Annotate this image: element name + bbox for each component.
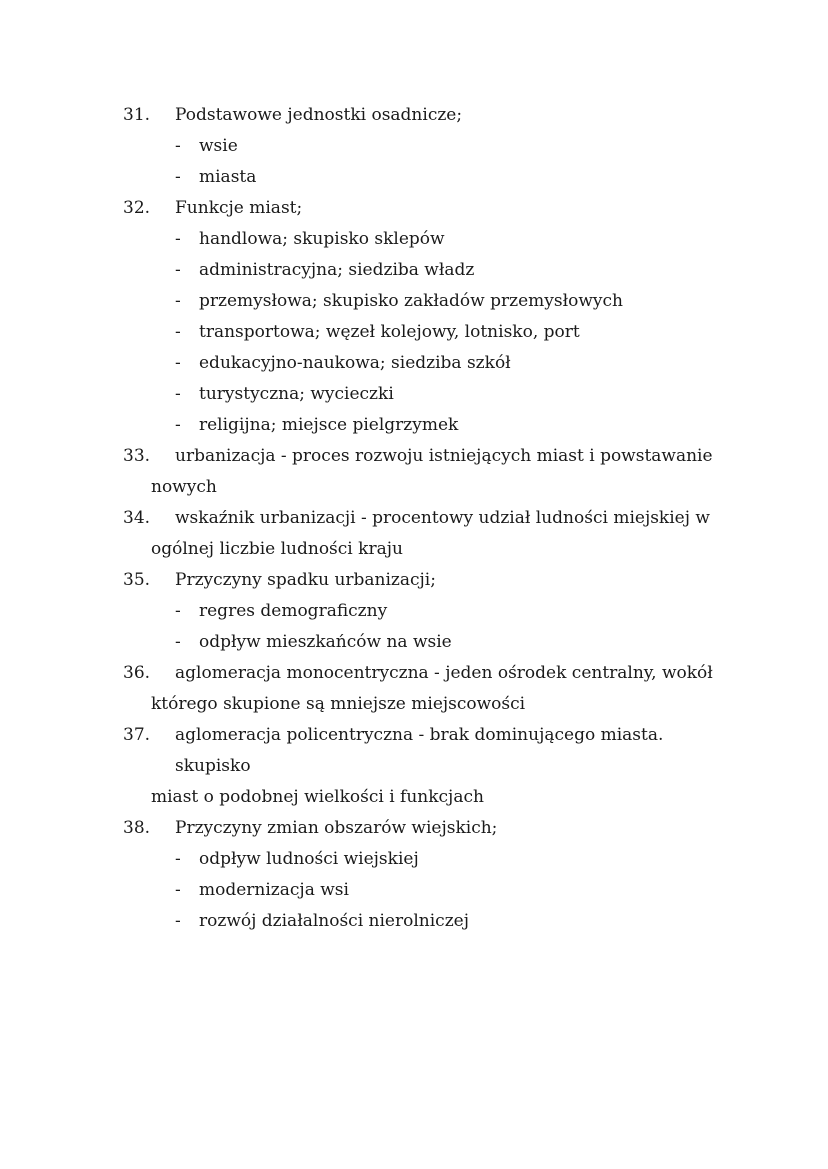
- list-item: [123, 813, 723, 937]
- item-text: urbanizacja - proces rozwoju istniejących miast i powstawanie: [175, 446, 713, 466]
- item-text: Przyczyny spadku urbanizacji;: [175, 570, 436, 590]
- sub-item-text: administracyjna; siedziba władz: [199, 260, 475, 280]
- list-item: [123, 720, 723, 813]
- sub-item-text: transportowa; węzeł kolejowy, lotnisko, port: [199, 322, 580, 342]
- dash-bullet: -: [175, 632, 181, 652]
- dash-bullet: -: [175, 849, 181, 869]
- sub-item-text: odpływ ludności wiejskiej: [199, 849, 419, 869]
- item-text: aglomeracja monocentryczna - jeden ośrodek centralny, wokół: [175, 663, 713, 683]
- sub-item-text: odpływ mieszkańców na wsie: [199, 632, 452, 652]
- sub-item: [123, 906, 723, 937]
- sub-item-text: religijna; miejsce pielgrzymek: [199, 415, 459, 435]
- numbered-list: [123, 100, 723, 937]
- sub-item: [123, 875, 723, 906]
- sub-item: [123, 596, 723, 627]
- dash-bullet: -: [175, 384, 181, 404]
- item-text: Funkcje miast;: [175, 198, 303, 218]
- item-number: 34.: [123, 508, 151, 528]
- item-number: 35.: [123, 570, 151, 590]
- item-number: 38.: [123, 818, 151, 838]
- sub-item-text: edukacyjno-naukowa; siedziba szkół: [199, 353, 511, 373]
- sub-item-text: przemysłowa; skupisko zakładów przemysłowych: [199, 291, 623, 311]
- dash-bullet: -: [175, 322, 181, 342]
- item-number: 37.: [123, 725, 151, 745]
- dash-bullet: -: [175, 911, 181, 931]
- sub-item-text: regres demograficzny: [199, 601, 388, 621]
- sub-item: [123, 844, 723, 875]
- item-text: aglomeracja policentryczna - brak dominującego miasta. skupisko: [175, 725, 664, 776]
- sub-item-text: handlowa; skupisko sklepów: [199, 229, 445, 249]
- dash-bullet: -: [175, 353, 181, 373]
- sub-item: [123, 255, 723, 286]
- item-number: 33.: [123, 446, 151, 466]
- sub-item-text: miasta: [199, 167, 257, 187]
- item-text-continuation: nowych: [151, 477, 217, 497]
- sub-item: [123, 317, 723, 348]
- dash-bullet: -: [175, 260, 181, 280]
- dash-bullet: -: [175, 291, 181, 311]
- sub-item: [123, 286, 723, 317]
- dash-bullet: -: [175, 229, 181, 249]
- item-text: wskaźnik urbanizacji - procentowy udział ludności miejskiej w: [175, 508, 710, 528]
- item-text-continuation: ogólnej liczbie ludności kraju: [151, 539, 403, 559]
- item-number: 31.: [123, 105, 151, 125]
- sub-item: [123, 379, 723, 410]
- sub-item: [123, 410, 723, 441]
- sub-item: [123, 224, 723, 255]
- dash-bullet: -: [175, 880, 181, 900]
- dash-bullet: -: [175, 415, 181, 435]
- list-item: [123, 503, 723, 565]
- sub-item: [123, 162, 723, 193]
- dash-bullet: -: [175, 167, 181, 187]
- sub-item-text: modernizacja wsi: [199, 880, 349, 900]
- sub-item: [123, 131, 723, 162]
- list-item: [123, 100, 723, 193]
- list-item: [123, 658, 723, 720]
- sub-item-text: rozwój działalności nierolniczej: [199, 911, 469, 931]
- sub-item: [123, 348, 723, 379]
- item-text-continuation: miast o podobnej wielkości i funkcjach: [151, 787, 484, 807]
- dash-bullet: -: [175, 136, 181, 156]
- list-item: [123, 193, 723, 441]
- item-number: 32.: [123, 198, 151, 218]
- sub-item: [123, 627, 723, 658]
- item-number: 36.: [123, 663, 151, 683]
- dash-bullet: -: [175, 601, 181, 621]
- item-text: Przyczyny zmian obszarów wiejskich;: [175, 818, 498, 838]
- list-item: [123, 565, 723, 658]
- item-text-continuation: którego skupione są mniejsze miejscowości: [151, 694, 526, 714]
- item-text: Podstawowe jednostki osadnicze;: [175, 105, 463, 125]
- sub-item-text: turystyczna; wycieczki: [199, 384, 394, 404]
- list-item: [123, 441, 723, 503]
- sub-item-text: wsie: [199, 136, 238, 156]
